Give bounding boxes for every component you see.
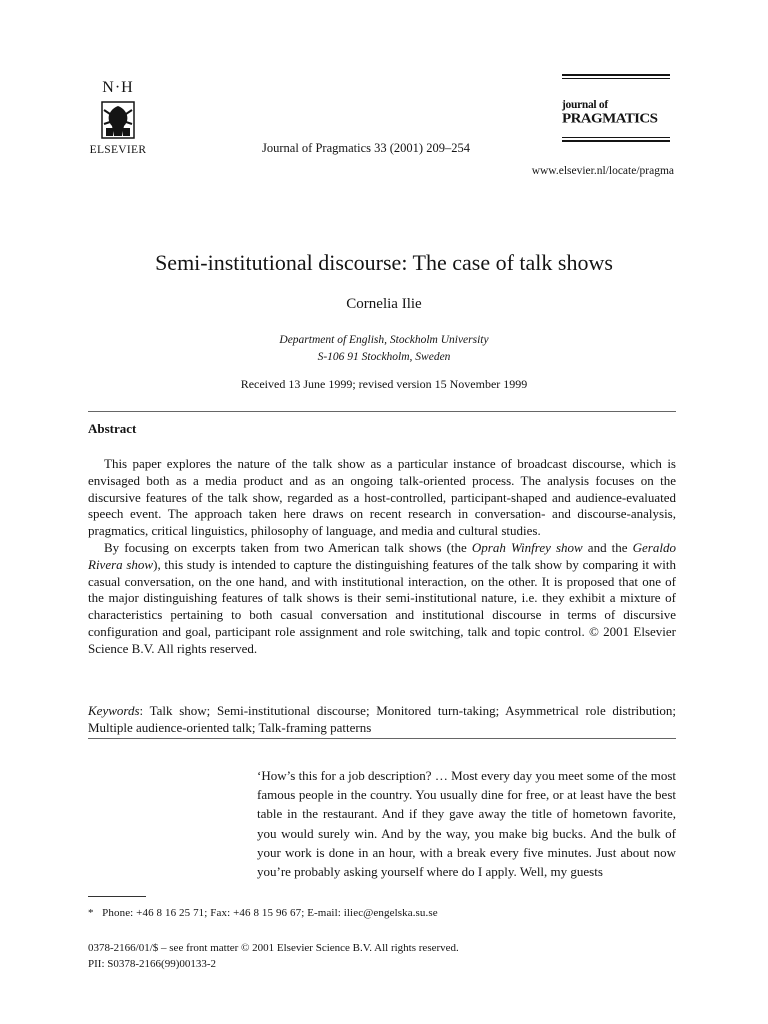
journal-logo-line1: journal of xyxy=(562,99,608,111)
abstract-text: By focusing on excerpts taken from two American talk shows (the xyxy=(104,539,472,555)
keywords-label: Keywords xyxy=(88,703,140,718)
front-matter xyxy=(88,941,459,972)
front-matter-line-1: 0378-2166/01/$ – see front matter © 2001 Elsevier Science B.V. All rights reserved. xyxy=(88,942,459,954)
publisher-mark: N·H xyxy=(102,79,134,96)
abstract-text: and the xyxy=(582,539,633,555)
journal-citation: Journal of Pragmatics 33 (2001) 209–254 xyxy=(262,141,470,155)
journal-url[interactable]: www.elsevier.nl/locate/pragma xyxy=(531,165,674,177)
abstract-paragraph-1: This paper explores the nature of the talk show as a particular instance of broadcast discourse, which is envisaged both as a media product and as an ongoing talk-oriented process. The analysis focuses on the discursive features of the talk show, regarded as a host-controlled, participant-shaped and audience-evaluated speech event. The approach taken here draws on recent research in conversation- and discourse-analysis, pragmatics, critical linguistics, philosophy of language, and media and cultural studies. xyxy=(88,456,676,539)
show-name: Geraldo Rivera show xyxy=(88,539,676,572)
footnote-text: Phone: +46 8 16 25 71; Fax: +46 8 15 96 67; E-mail: iliec@engelska.su.se xyxy=(102,907,438,919)
article-author: Cornelia Ilie xyxy=(346,296,422,312)
article-title: Semi-institutional discourse: The case of talk shows xyxy=(155,250,613,275)
keywords xyxy=(88,702,676,736)
show-name: Oprah Winfrey show xyxy=(471,539,583,555)
divider-bottom xyxy=(88,738,676,739)
journal-logo xyxy=(562,74,670,142)
affiliation-line-2: S-106 91 Stockholm, Sweden xyxy=(317,351,451,363)
publisher-logo xyxy=(82,80,154,156)
journal-logo-line2: PRAGMATICS xyxy=(562,111,658,127)
elsevier-tree-emblem-icon xyxy=(98,98,138,142)
front-matter-line-2: PII: S0378-2166(99)00133-2 xyxy=(88,957,217,970)
footnote-rule xyxy=(88,896,146,897)
affiliation-line-1: Department of English, Stockholm University xyxy=(279,334,489,346)
abstract-heading: Abstract xyxy=(88,421,137,436)
logo-rule-top-thin xyxy=(562,78,670,79)
abstract-text: ), this study is intended to capture the distinguishing features of the talk show by comparing it with casual conversation, on the one hand, and with institutional interaction, on the other. It is proposed that one of the major distinguishing features of talk shows is their semi-institutional nature, i.e. they exhibit a mixture of characteristics pertaining to both casual conversation and institutional discourse in terms of discursive configuration and goal, participant role assignment and role switching, talk and topic control. © 2001 Elsevier Science B.V. All rights reserved. xyxy=(88,556,676,656)
abstract-body xyxy=(88,456,676,658)
received-dates: Received 13 June 1999; revised version 15 November 1999 xyxy=(240,377,528,391)
opening-quote: ‘How’s this for a job description? … Most every day you meet some of the most famous people in the country. You usually dine for free, or at least have the best table in the restaurant. And if they gave away the title of hometown favorite, you would surely win. And by the way, you make big bucks. And the bulk of your work is done in an hour, with a break every five minutes. Just about now you’re probably asking yourself where do I apply. Well, my guests xyxy=(257,768,676,880)
logo-rule-bottom-thin xyxy=(562,137,670,138)
footnote-marker: * xyxy=(88,907,94,919)
abstract-paragraph-2 xyxy=(88,540,676,658)
publisher-name: ELSEVIER xyxy=(89,144,147,156)
author-affiliation xyxy=(0,332,768,366)
keywords-text: : Talk show; Semi-institutional discourse; Monitored turn-taking; Asymmetrical role distribution; Multiple audience-oriented talk; Talk-framing patterns xyxy=(88,703,676,735)
logo-rule-top xyxy=(562,74,670,76)
logo-rule-bottom xyxy=(562,140,670,142)
divider-top xyxy=(88,411,676,412)
author-footnote xyxy=(88,907,438,919)
